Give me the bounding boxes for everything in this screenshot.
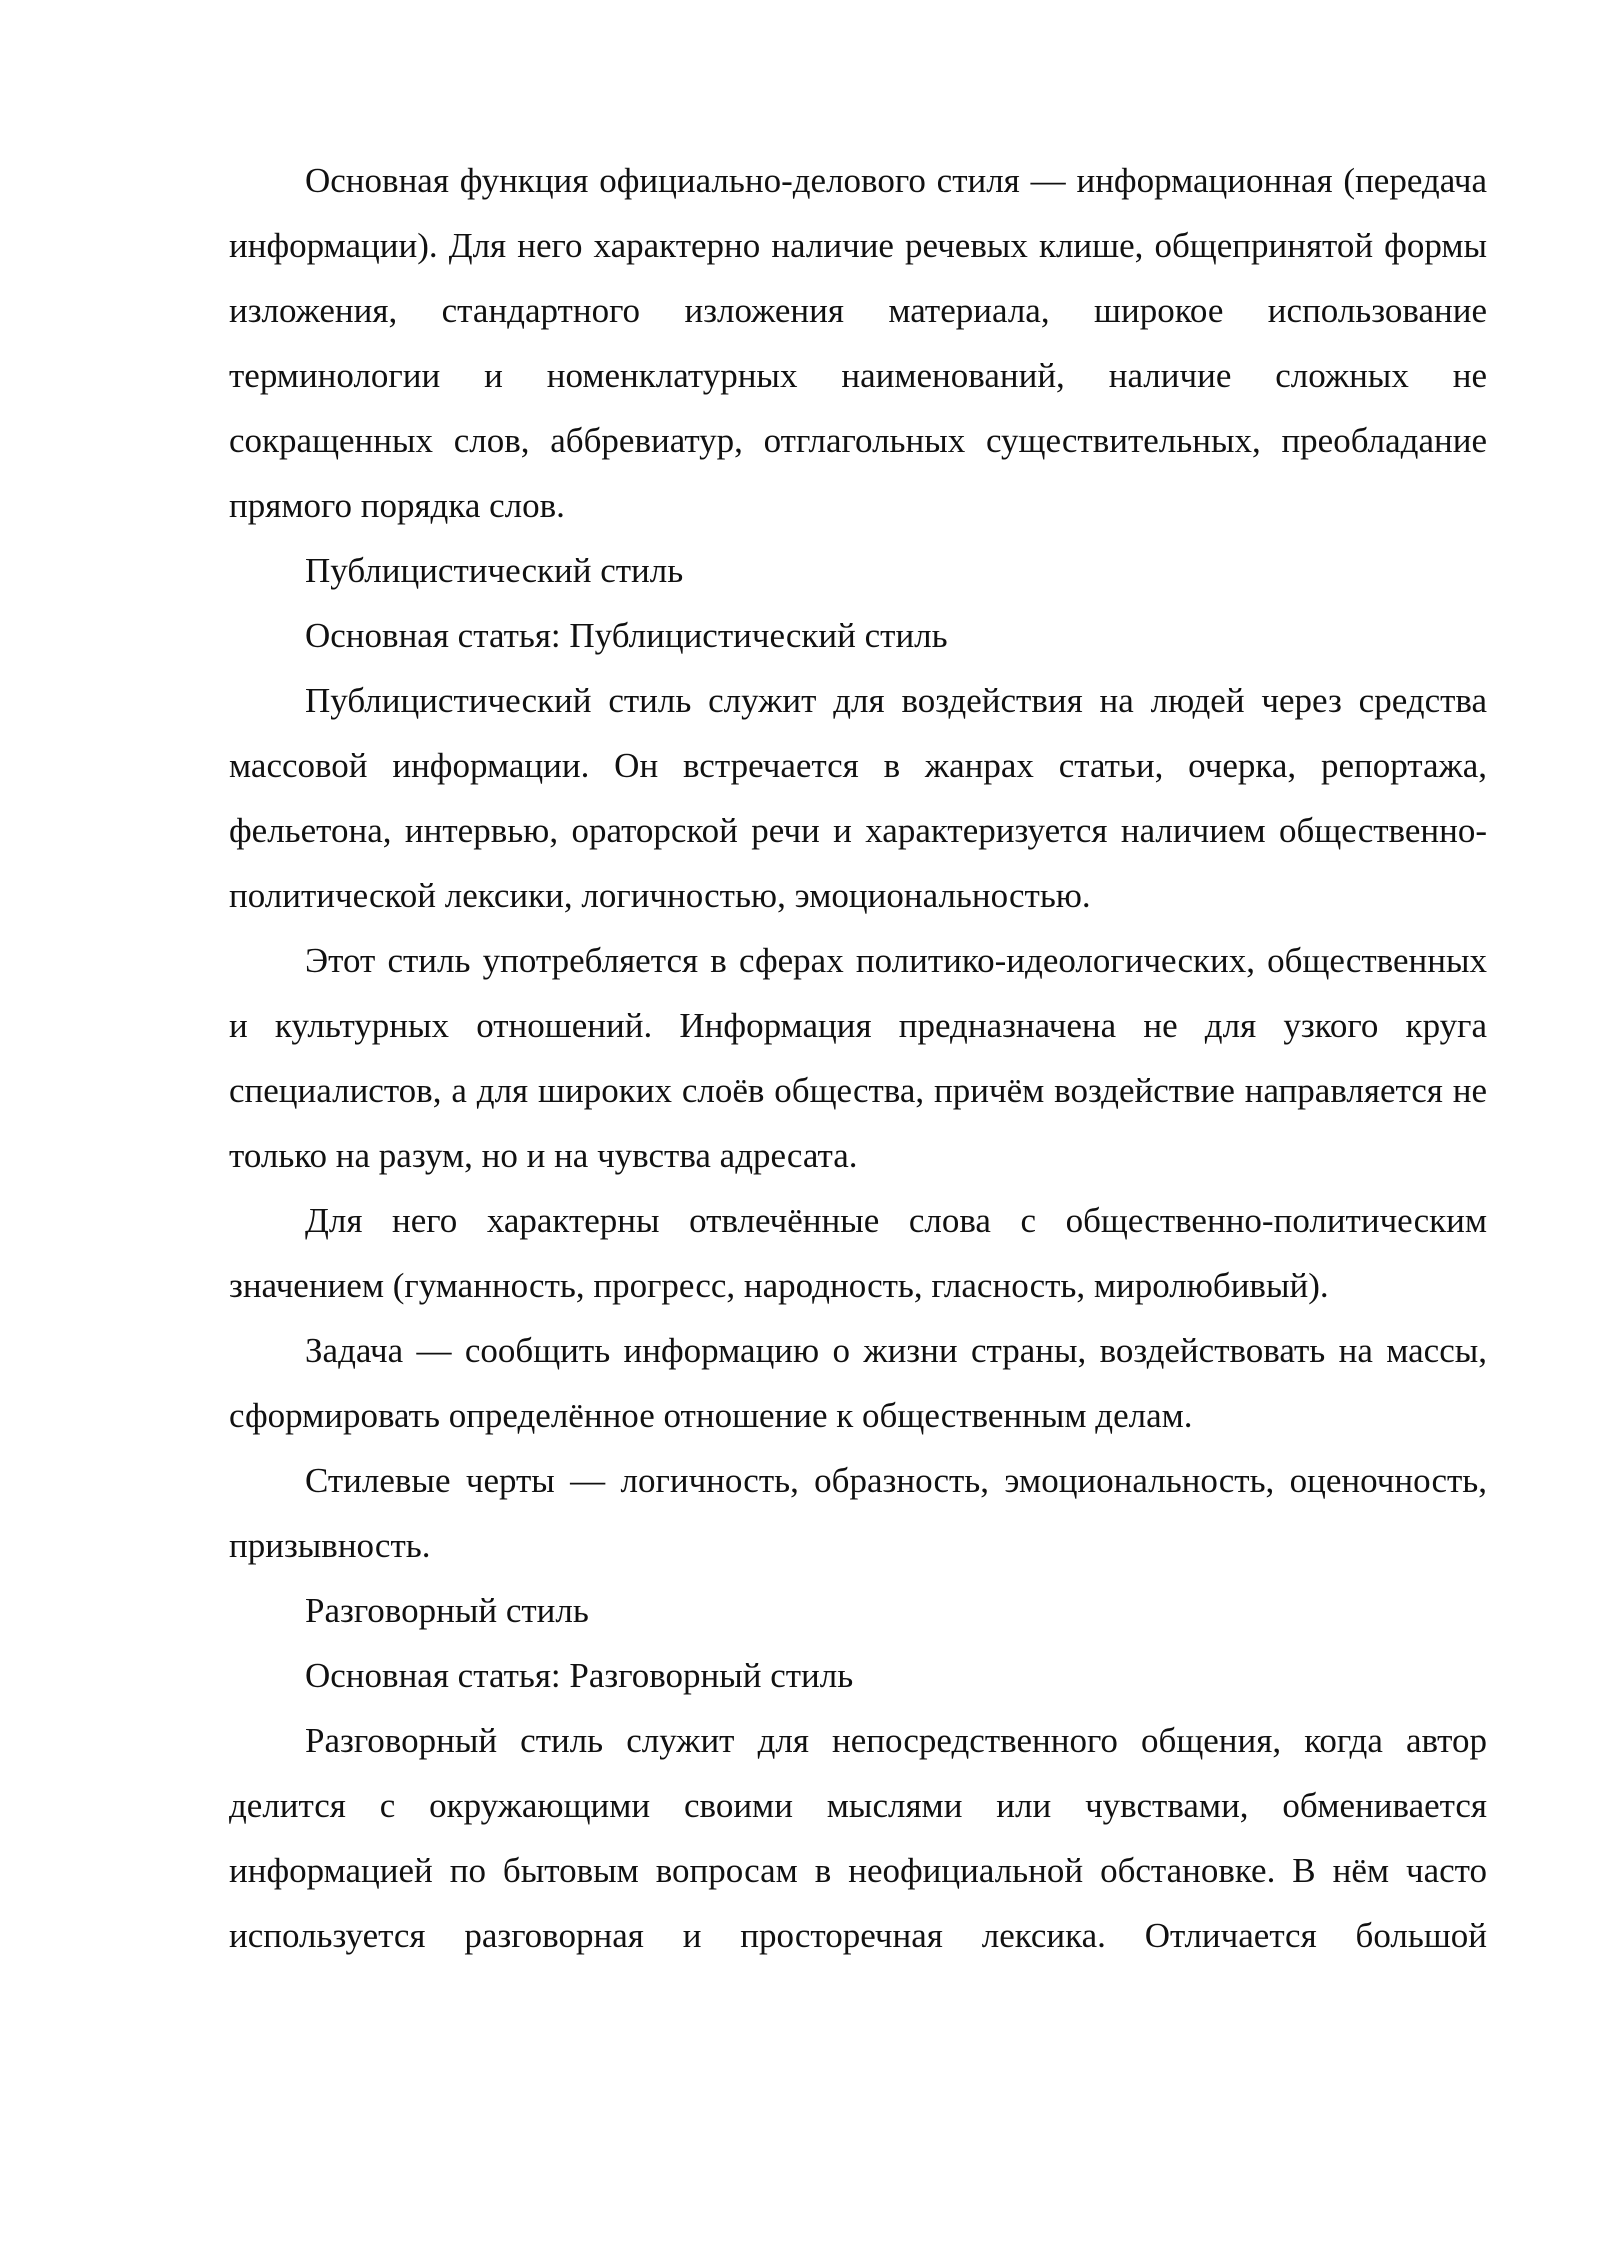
main-article-publicistic: Основная статья: Публицистический стиль xyxy=(305,616,948,655)
paragraph-official-style-function: Основная функция официально-делового стиля — информационная (передача информации). Для него характерно наличие речевых клише, общепринятой формы изложения, стандартного изложения материала, широкое использование терминологии и номенклатурных наименований, наличие сложных не сокращенных слов, аббревиатур, отглагольных существительных, преобладание прямого порядка слов. xyxy=(229,161,1487,525)
paragraph-publicistic-spheres: Этот стиль употребляется в сферах политико-идеологических, общественных и культурных отношений. Информация предназначена не для узкого круга специалистов, а для широких слоёв общества, причём воздействие направляется не только на разум, но и на чувства адресата. xyxy=(229,941,1487,1175)
paragraph-publicistic-features: Стилевые черты — логичность, образность, эмоциональность, оценочность, призывность. xyxy=(229,1461,1487,1565)
heading-publicistic-style: Публицистический стиль xyxy=(305,551,684,590)
main-article-colloquial: Основная статья: Разговорный стиль xyxy=(305,1656,854,1695)
paragraph-publicistic-words: Для него характерны отвлечённые слова с общественно-политическим значением (гуманность, прогресс, народность, гласность, миролюбивый). xyxy=(229,1201,1487,1305)
paragraph-colloquial-purpose: Разговорный стиль служит для непосредственного общения, когда автор делится с окружающими своими мыслями или чувствами, обменивается информацией по бытовым вопросам в неофициальной обстановке. В нём часто используется разговорная и просторечная лексика. Отличается большой xyxy=(229,1721,1487,1955)
document-body xyxy=(229,148,1487,1968)
paragraph-publicistic-purpose: Публицистический стиль служит для воздействия на людей через средства массовой информации. Он встречается в жанрах статьи, очерка, репортажа, фельетона, интервью, ораторской речи и характеризуется наличием общественно-политической лексики, логичностью, эмоциональностью. xyxy=(229,681,1487,915)
heading-colloquial-style: Разговорный стиль xyxy=(305,1591,589,1630)
paragraph-publicistic-task: Задача — сообщить информацию о жизни страны, воздействовать на массы, сформировать определённое отношение к общественным делам. xyxy=(229,1331,1487,1435)
